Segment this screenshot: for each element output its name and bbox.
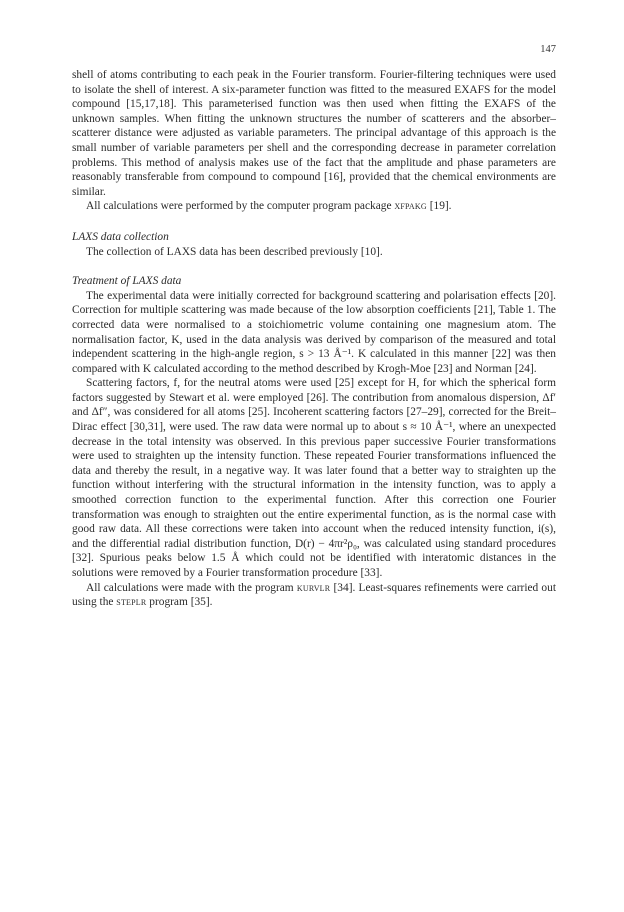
paragraph-xfpakg — [72, 199, 556, 214]
paragraph-scattering-factors: Scattering factors, f, for the neutral atoms were used [25] except for H, for which the spherical form factors suggested by Stewart et al. were employed [26]. The contribution from anomalous dispersion, Δf′ and Δf″, was considered for all atoms [25]. Incoherent scattering factors [27–29], corrected for the Breit–Dirac effect [30,31], were used. The raw data were normal up to about s ≈ 10 Å⁻¹, where an unexpected decrease in the total intensity was observed. In this previous paper successive Fourier transformations were used to straighten up the intensity function. These repeated Fourier transformations influenced the data and thereby the result, in a negative way. It was later found that a better way to straighten up the function without interfering with the structural information in the intensity function, was to apply a smoothed correction function to the experimental function. After this correction one Fourier transformation was enough to straighten out the entire experimental function, as is the normal case with good raw data. All these corrections were taken into account when the reduced intensity function, i(s), and the differential radial distribution function, D(r) − 4πr²ρ₀, was calculated using standard procedures [32]. Spurious peaks below 1.5 Å which could not be identified with interatomic distances in the solutions were removed by a Fourier transformation procedure [33]. — [72, 377, 556, 579]
text-span: [19]. — [426, 200, 452, 213]
paragraph-correction: The experimental data were initially corrected for background scattering and polarisation effects [20]. Correction for multiple scattering was made because of the low absorption coefficients [21], Table 1. The corrected data were normalised to a stoichiometric volume containing one magnesium atom. The normalisation factor, K, used in the data analysis was derived by comparison of the measured and total independent scattering in the high-angle region, s > 13 Å⁻¹. K calculated in this manner [22] was then compared with K calculated according to the method described by Krogh-Moe [23] and Norman [24]. — [72, 289, 556, 375]
paragraph-exafs-method: shell of atoms contributing to each peak in the Fourier transform. Fourier-filtering techniques were used to isolate the shell of interest. A six-parameter function was fitted to the measured EXAFS for the model compound [15,17,18]. This parameterised function was then used when fitting the EXAFS of the unknown samples. When fitting the unknown structures the number of scatterers and the absorber–scatterer distance were adjusted as variable parameters. The principal advantage of this approach is the small number of variable parameters per shell and the corresponding decrease in parameter correlation problems. This method of analysis makes use of the fact that the amplitude and phase parameters are reasonably transferable from compound to compound [16], provided that the chemical environments are similar. — [72, 69, 556, 198]
text-span: [34]. Least-squares refinements were carried out using the — [72, 581, 556, 609]
program-name-steplr: steplr — [116, 596, 147, 609]
paragraph-laxs-collection: The collection of LAXS data has been described previously [10]. — [86, 245, 383, 258]
text-span: All calculations were made with the program — [86, 581, 297, 594]
program-name-kurvlr: kurvlr — [296, 581, 331, 594]
text-span: program [35]. — [146, 596, 213, 609]
section-heading-laxs-treatment: Treatment of LAXS data — [72, 275, 182, 288]
body-text — [72, 68, 556, 610]
text-span: All calculations were performed by the computer program package — [86, 200, 395, 213]
program-name-xfpakg: xfpakg — [394, 200, 427, 213]
page-number: 147 — [540, 44, 556, 55]
paragraph-kurvlr — [72, 581, 556, 610]
section-heading-laxs-collection: LAXS data collection — [72, 230, 169, 243]
